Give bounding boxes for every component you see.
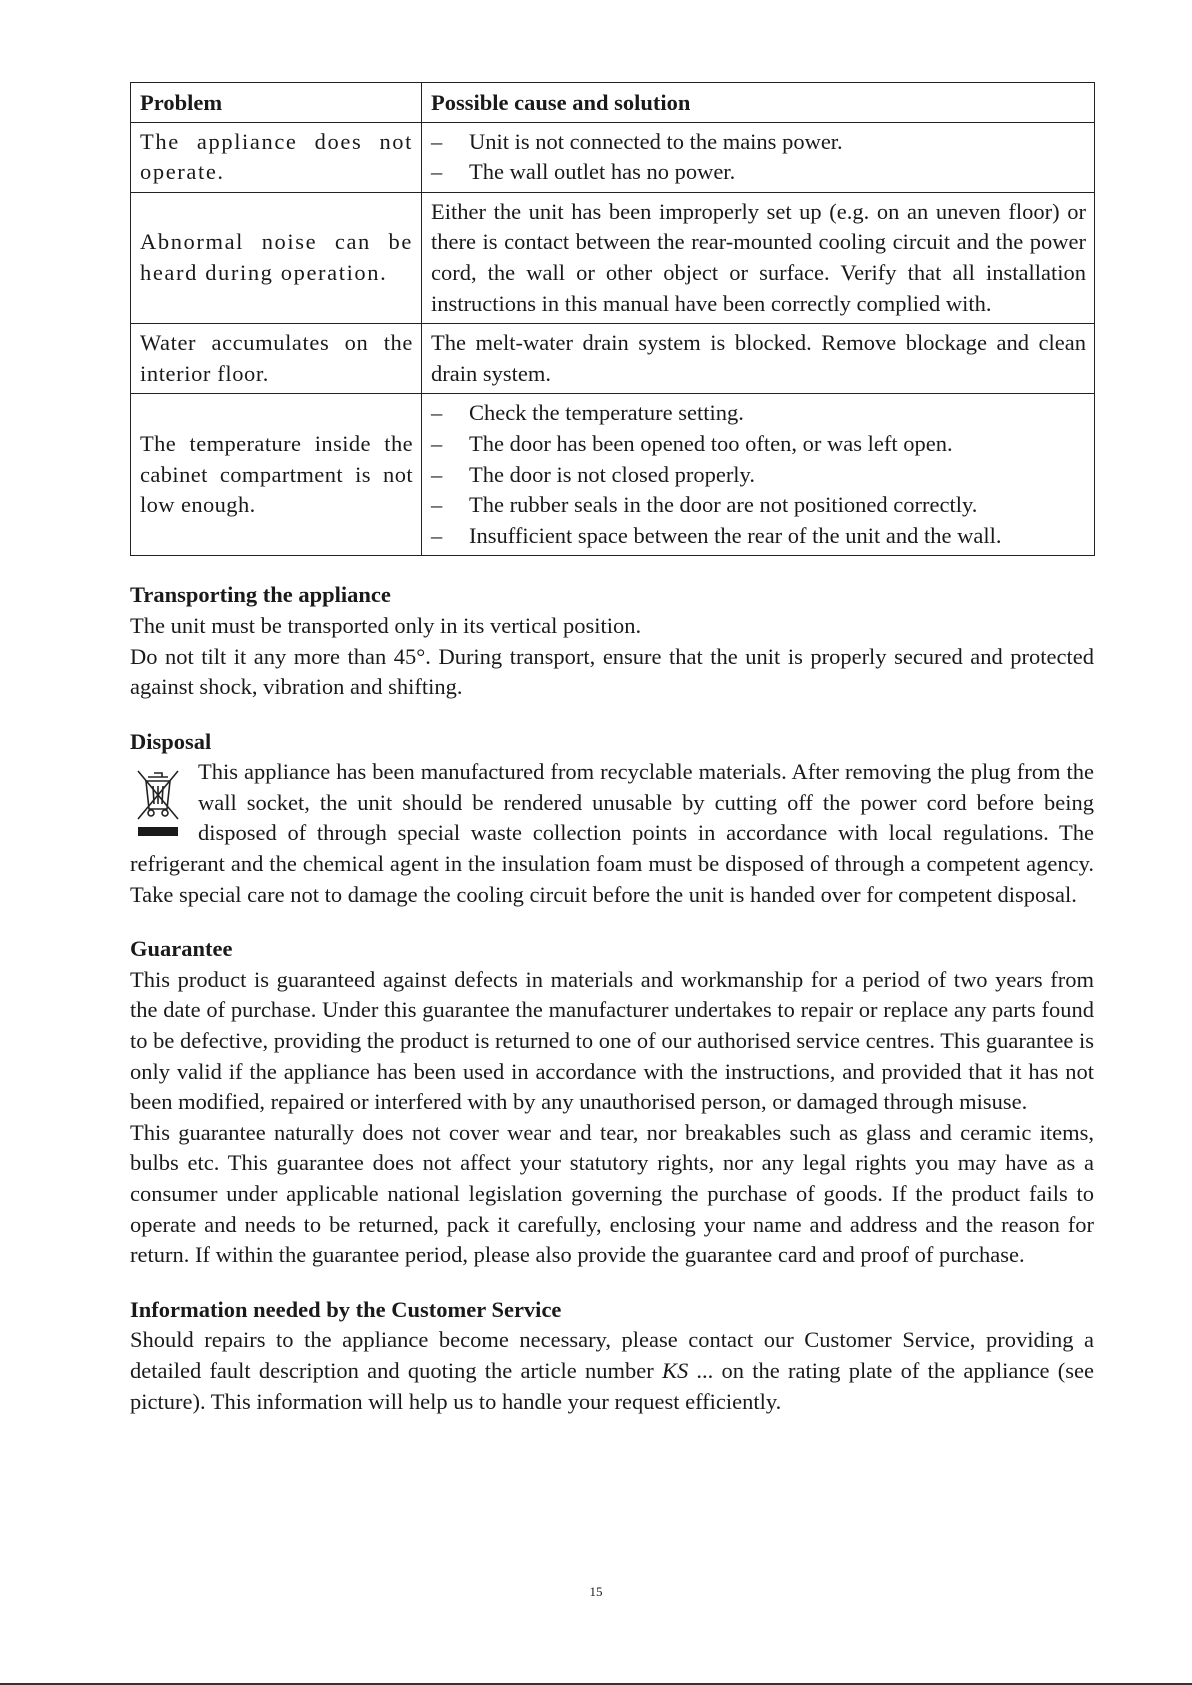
paragraph: This guarantee naturally does not cover wear and tear, nor breakables such as glass and ceramic items, bulbs etc. This guarantee does not affect your statutory rights, nor any legal rights you may have as a consumer under applicable national legislation governing the purchase of goods. If the product fails to operate and needs to be returned, pack it carefully, enclosing your name and address and the reason for return. If within the guarantee period, please also provide the guarantee card and proof of purchase. [130, 1119, 1094, 1268]
guarantee-section [130, 934, 1094, 1271]
section-heading: Guarantee [130, 936, 233, 962]
text-span: ... on the rating plate of the appliance (see picture). This information will help us to handle your request efficiently. [130, 1357, 1094, 1414]
paragraph: The unit must be transported only in its vertical position. [130, 612, 642, 638]
table-row [131, 324, 1095, 394]
table-row [131, 394, 1095, 556]
problem-cell: The appliance does not operate. [131, 122, 422, 192]
text-span: Should repairs to the appliance become necessary, please contact our Customer Service, providing a detailed fault description and quoting the article number [130, 1327, 1094, 1383]
table-row [131, 122, 1095, 192]
paragraph [130, 1325, 1094, 1417]
column-header-solution: Possible cause and solution [422, 83, 1095, 123]
customer-service-section [130, 1295, 1094, 1417]
cause-list [431, 127, 1086, 188]
transport-section [130, 580, 1094, 702]
section-heading: Transporting the appliance [130, 582, 391, 608]
article-number: KS [661, 1357, 689, 1383]
solution-cell: The melt-water drain system is blocked. Remove blockage and clean drain system. [422, 324, 1095, 394]
problem-cell: The temperature inside the cabinet compartment is not low enough. [131, 394, 422, 556]
table-header-row [131, 83, 1095, 123]
solution-cell: Either the unit has been improperly set up (e.g. on an uneven floor) or there is contact between the rear-mounted cooling circuit and the power cord, the wall or other object or surface. Verify that all installation instructions in this manual have been correctly complied with. [422, 192, 1095, 323]
page-number: 15 [589, 1584, 603, 1599]
paragraph: Do not tilt it any more than 45°. During transport, ensure that the unit is properly secured and protected against shock, vibration and shifting. [130, 643, 1094, 700]
list-item: – The door has been opened too often, or was left open. [431, 429, 1086, 460]
column-header-problem: Problem [131, 83, 422, 123]
manual-page [130, 82, 1094, 1417]
list-item: – The rubber seals in the door are not positioned correctly. [431, 490, 1086, 521]
crossed-out-wheelie-bin-icon [132, 763, 184, 845]
solution-cell [422, 122, 1095, 192]
list-item: – Insufficient space between the rear of the unit and the wall. [431, 521, 1086, 552]
problem-cell: Water accumulates on the interior floor. [131, 324, 422, 394]
table-row [131, 192, 1095, 323]
cause-list [431, 398, 1086, 551]
list-item: – Unit is not connected to the mains power. [431, 127, 1086, 158]
troubleshooting-table [130, 82, 1095, 556]
solution-cell [422, 394, 1095, 556]
list-item: – Check the temperature setting. [431, 398, 1086, 429]
disposal-text: This appliance has been manufactured from recyclable materials. After removing the plug from the wall socket, the unit should be rendered unusable by cutting off the power cord before being disposed of through special waste collection points in accordance with local regulations. The refrigerant and the chemical agent in the insulation foam must be disposed of through a competent agency. Take special care not to damage the cooling circuit before the unit is handed over for competent disposal. [130, 759, 1094, 907]
section-heading: Disposal [130, 728, 212, 754]
section-heading: Information needed by the Customer Service [130, 1296, 562, 1322]
paragraph: This product is guaranteed against defects in materials and workmanship for a period of two years from the date of purchase. Under this guarantee the manufacturer undertakes to repair or replace any parts found to be defective, providing the product is returned to one of our authorised service centres. This guarantee is only valid if the appliance has been used in accordance with the instructions, and provided that it has not been modified, repaired or interfered with by any unauthorised person, or damaged through misuse. [130, 966, 1094, 1115]
list-item: – The wall outlet has no power. [431, 157, 1086, 188]
paragraph [130, 757, 1094, 910]
problem-cell: Abnormal noise can be heard during operation. [131, 192, 422, 323]
list-item: – The door is not closed properly. [431, 460, 1086, 491]
disposal-section [130, 727, 1094, 911]
